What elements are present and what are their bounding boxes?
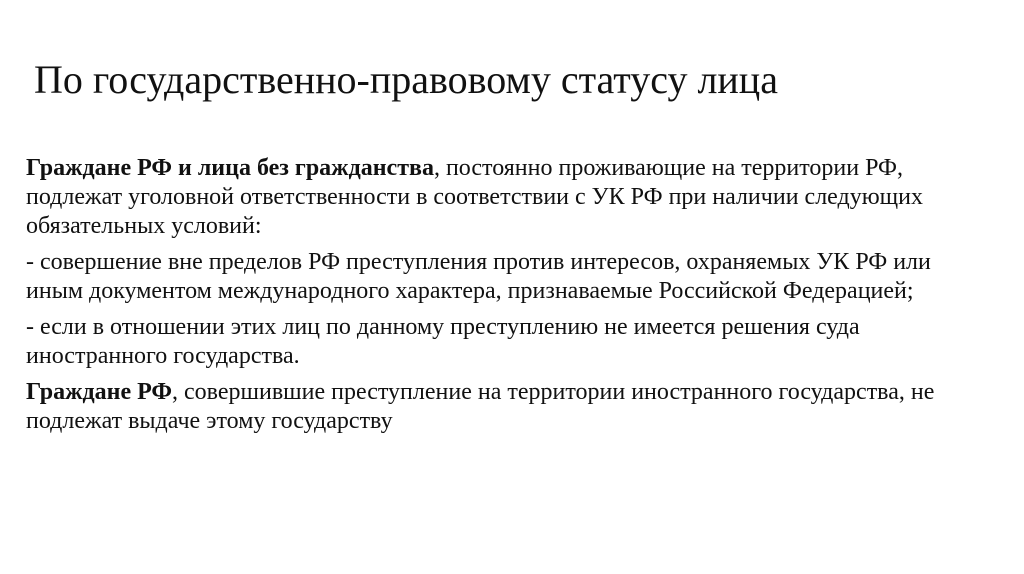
slide-title: По государственно-правовому статусу лица	[34, 57, 778, 102]
paragraph-citizens-stateless	[26, 154, 986, 241]
paragraph-text: - если в отношении этих лиц по данному преступлению не имеется решения суда иностранного государства.	[26, 314, 860, 369]
paragraph-bold-lead: Граждане РФ	[26, 379, 172, 405]
paragraph-text: , совершившие преступление на территории иностранного государства, не подлежат выдаче этому государству	[26, 379, 935, 434]
slide-body	[26, 154, 986, 443]
paragraph-bold-lead: Граждане РФ и лица без гражданства	[26, 155, 434, 181]
paragraph-condition-2	[26, 313, 986, 371]
paragraph-text: , постоянно проживающие на территории РФ, подлежат уголовной ответственности в соответствии с УК РФ при наличии следующих обязательных условий:	[26, 155, 923, 239]
paragraph-text: - совершение вне пределов РФ преступления против интересов, охраняемых УК РФ или иным документом международного характера, признаваемые Российской Федерацией;	[26, 249, 931, 304]
paragraph-condition-1	[26, 248, 986, 306]
paragraph-extradition	[26, 378, 986, 436]
